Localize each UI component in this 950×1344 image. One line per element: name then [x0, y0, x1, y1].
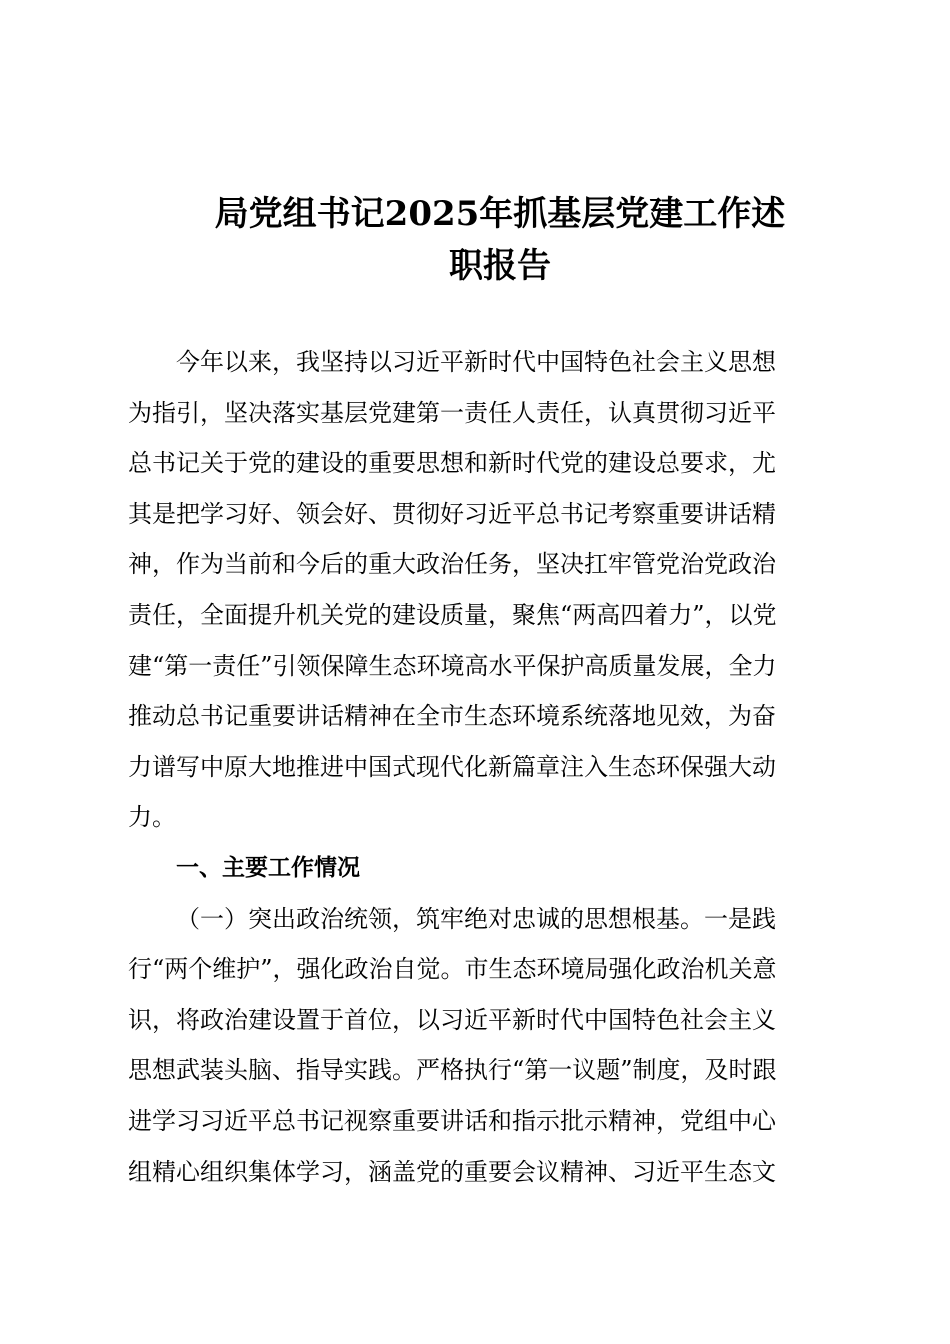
section-line: 进学习习近平总书记视察重要讲话和指示批示精神，党组中心 [128, 1106, 776, 1135]
document-body [128, 337, 824, 1197]
section-line: 思想武装头脑、指导实践。严格执行“第一议题”制度，及时跟 [128, 1056, 777, 1085]
section-line: 识，将政治建设置于首位，以习近平新时代中国特色社会主义 [128, 1005, 776, 1034]
intro-line: 力。 [128, 803, 176, 832]
section-line: （一）突出政治统领，筑牢绝对忠诚的思想根基。一是践 [176, 904, 776, 933]
intro-line: 力谱写中原大地推进中国式现代化新篇章注入生态环保强大动 [128, 752, 776, 781]
intro-line: 推动总书记重要讲话精神在全市生态环境系统落地见效，为奋 [128, 702, 776, 731]
intro-line: 建“第一责任”引领保障生态环境高水平保护高质量发展，全力 [128, 651, 777, 680]
intro-line: 今年以来，我坚持以习近平新时代中国特色社会主义思想 [176, 348, 776, 376]
section-line: 组精心组织集体学习，涵盖党的重要会议精神、习近平生态文 [128, 1157, 776, 1186]
title-line-1: 局党组书记2025年抓基层党建工作述 [214, 194, 786, 234]
intro-line: 为指引，坚决落实基层党建第一责任人责任，认真贯彻习近平 [128, 398, 776, 427]
intro-line: 其是把学习好、领会好、贯彻好习近平总书记考察重要讲话精 [128, 499, 776, 528]
section-line: 行“两个维护”，强化政治自觉。市生态环境局强化政治机关意 [128, 955, 777, 984]
intro-line: 总书记关于党的建设的重要思想和新时代党的建设总要求，尤 [128, 449, 776, 478]
section-heading: 一、主要工作情况 [176, 854, 360, 881]
intro-line: 神，作为当前和今后的重大政治任务，坚决扛牢管党治党政治 [128, 550, 776, 579]
intro-line: 责任，全面提升机关党的建设质量，聚焦“两高四着力”，以党 [128, 600, 777, 629]
document-title [120, 188, 880, 292]
title-line-2: 职报告 [449, 246, 551, 286]
